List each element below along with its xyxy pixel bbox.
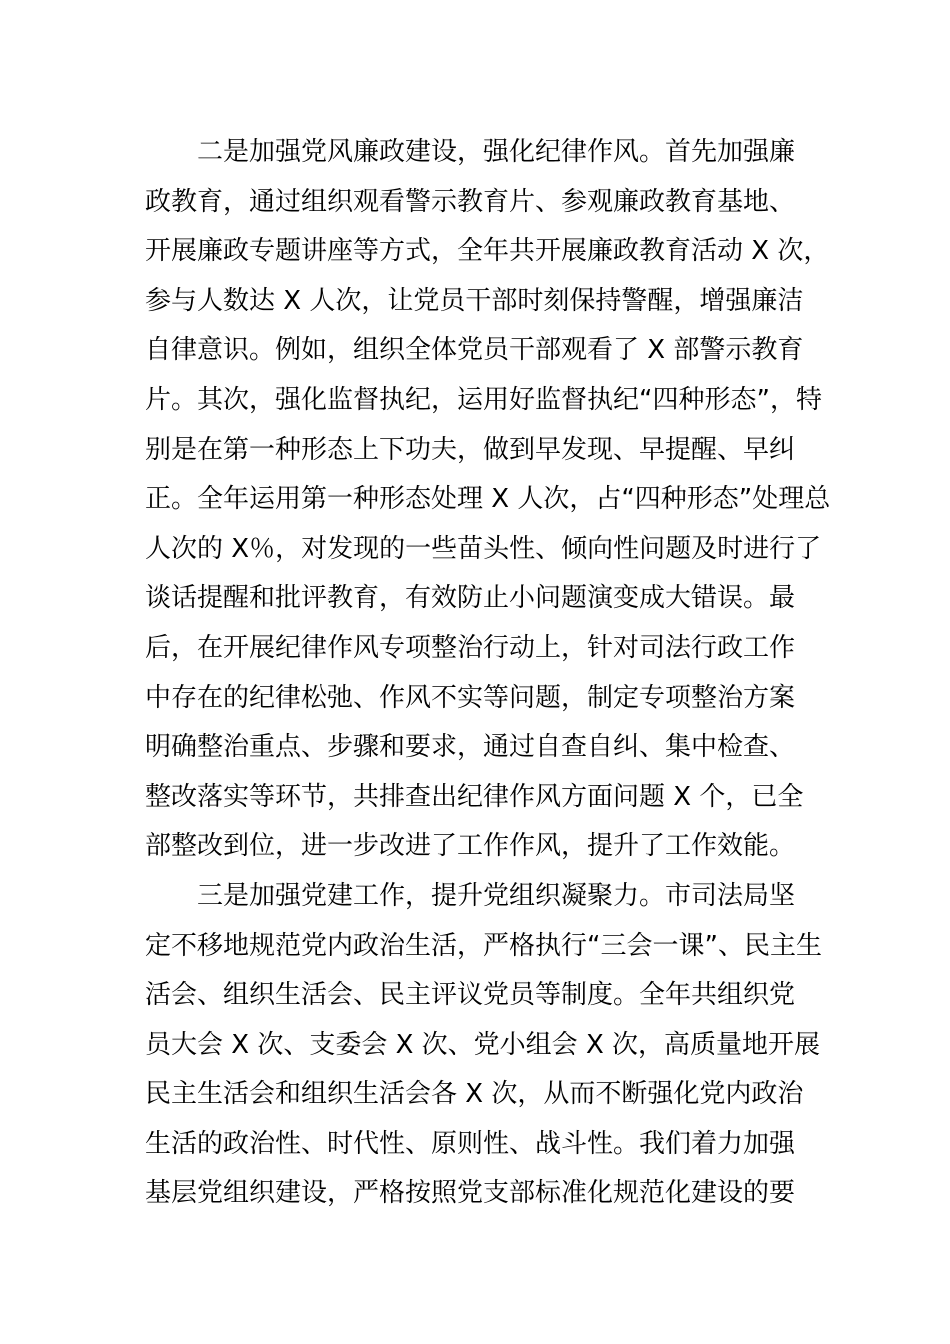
text-line: 活会、组织生活会、民主评议党员等制度。全年共组织党 [145, 980, 796, 1011]
text-line: 部整改到位，进一步改进了工作作风，提升了工作效能。 [145, 831, 796, 862]
text-line: 员大会 X 次、支委会 X 次、党小组会 X 次，高质量地开展 [145, 1029, 821, 1060]
text-line: 片。其次，强化监督执纪，运用好监督执纪“四种形态”，特 [145, 384, 822, 415]
text-line: 开展廉政专题讲座等方式，全年共开展廉政教育活动 X 次， [145, 236, 830, 267]
text-line: 中存在的纪律松弛、作风不实等问题，制定专项整治方案 [145, 682, 796, 713]
document-body [145, 128, 831, 1219]
text-line: 别是在第一种形态上下功夫，做到早发现、早提醒、早纠 [145, 434, 796, 465]
text-line: 谈话提醒和批评教育，有效防止小问题演变成大错误。最 [145, 583, 796, 614]
text-line: 后，在开展纪律作风专项整治行动上，针对司法行政工作 [145, 632, 796, 663]
text-line: 正。全年运用第一种形态处理 X 人次，占“四种形态”处理总 [145, 484, 831, 515]
paragraph-discipline [145, 128, 831, 872]
text-line: 定不移地规范党内政治生活，严格执行“三会一课”、民主生 [145, 930, 822, 961]
paragraph-party-building [145, 872, 825, 1219]
text-line: 基层党组织建设，严格按照党支部标准化规范化建设的要 [145, 1178, 796, 1209]
text-line: 政教育，通过组织观看警示教育片、参观廉政教育基地、 [145, 186, 796, 217]
text-line: 参与人数达 X 人次，让党员干部时刻保持警醒，增强廉洁 [145, 285, 804, 316]
text-line: 整改落实等环节，共排查出纪律作风方面问题 X 个，已全 [145, 781, 804, 812]
text-line: 自律意识。例如，组织全体党员干部观看了 X 部警示教育 [145, 335, 804, 366]
text-line: 三是加强党建工作，提升党组织凝聚力。市司法局坚 [197, 880, 796, 911]
text-line: 生活的政治性、时代性、原则性、战斗性。我们着力加强 [145, 1128, 796, 1159]
text-line: 人次的 X％，对发现的一些苗头性、倾向性问题及时进行了 [145, 533, 822, 564]
text-line: 明确整治重点、步骤和要求，通过自查自纠、集中检查、 [145, 732, 796, 763]
text-line: 二是加强党风廉政建设，强化纪律作风。首先加强廉 [197, 137, 796, 167]
text-line: 民主生活会和组织生活会各 X 次，从而不断强化党内政治 [145, 1079, 804, 1110]
